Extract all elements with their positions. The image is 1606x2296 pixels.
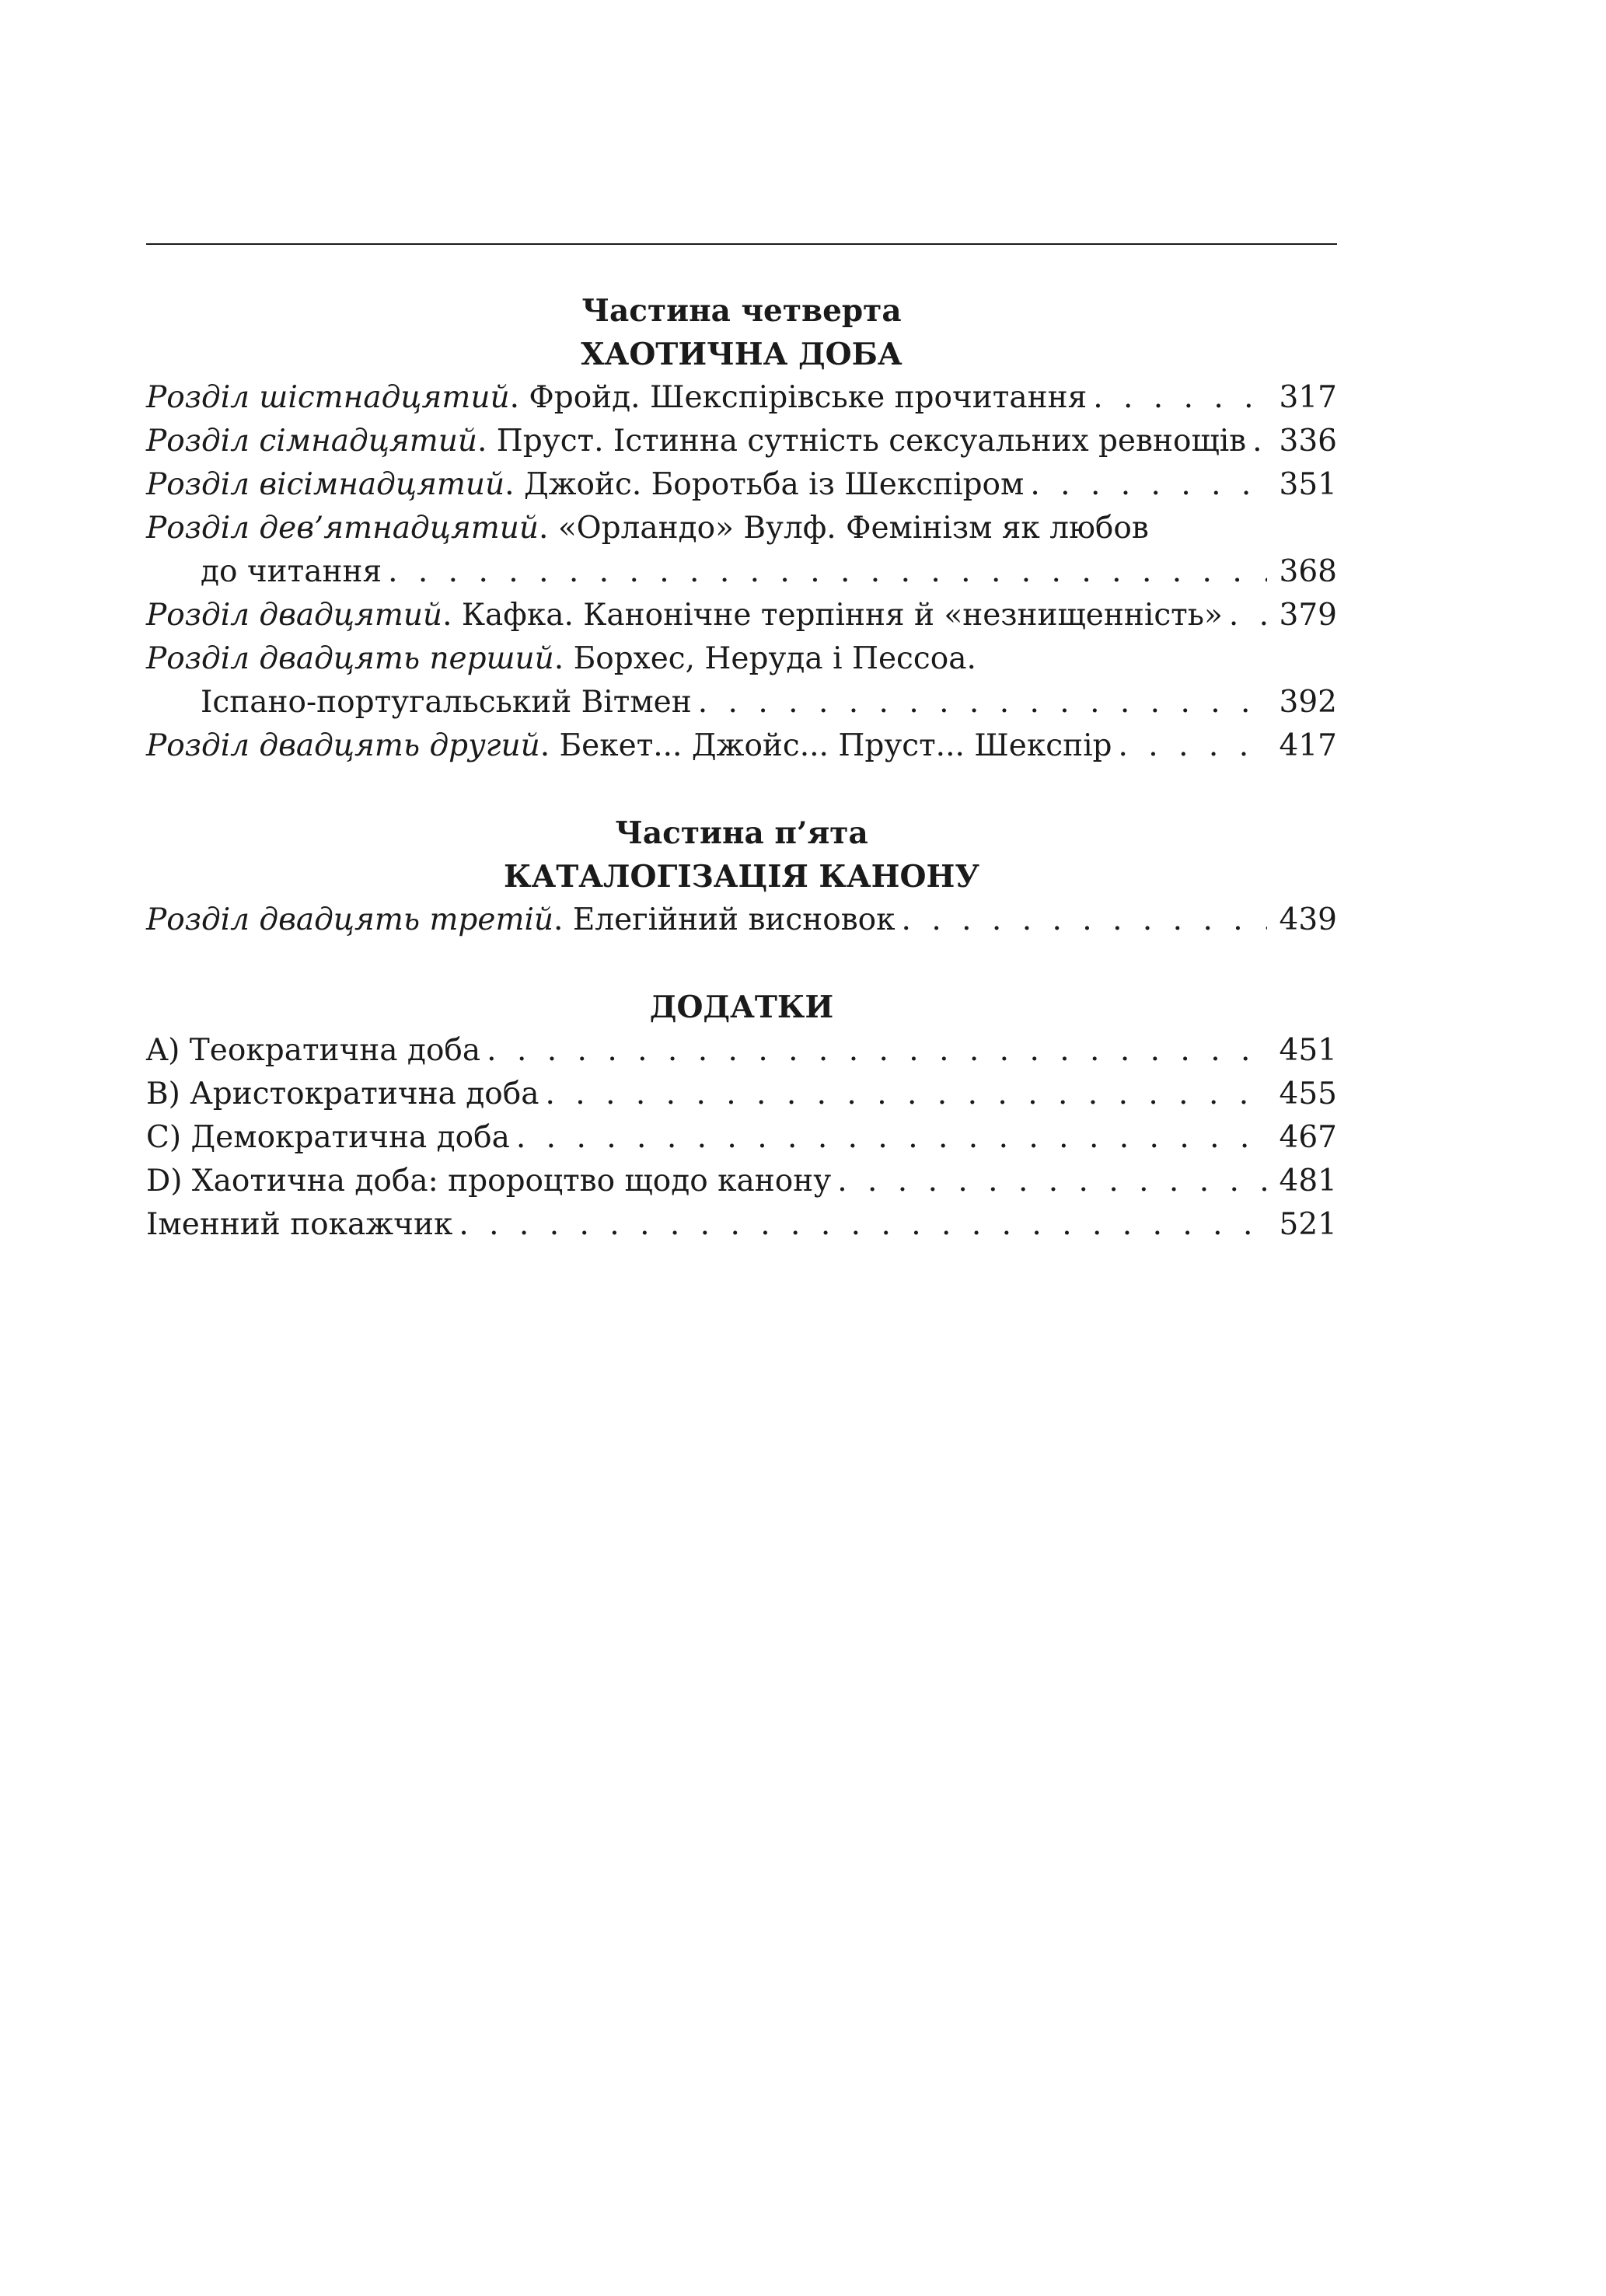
appendix-item-title: Іменний покажчик <box>146 1207 453 1242</box>
toc-entry <box>146 507 1337 594</box>
chapter-title-continued: до читання <box>201 554 382 589</box>
part-title: ХАОТИЧНА ДОБА <box>581 337 903 372</box>
toc-entry <box>146 1116 1337 1160</box>
chapter-label: Розділ двадцять другий <box>146 728 540 763</box>
table-of-contents <box>146 289 1337 1247</box>
dot-leader <box>516 1116 1267 1160</box>
appendix-title: ДОДАТКИ <box>649 989 834 1025</box>
dot-leader <box>487 1029 1267 1073</box>
toc-entry <box>146 594 1337 637</box>
toc-entry <box>146 1160 1337 1203</box>
header-rule <box>146 243 1337 245</box>
toc-entry <box>146 1029 1337 1073</box>
page-number: 467 <box>1279 1120 1337 1155</box>
dot-leader <box>545 1073 1267 1116</box>
page-number: 336 <box>1279 424 1337 459</box>
toc-entry <box>146 1073 1337 1116</box>
toc-entry <box>146 376 1337 420</box>
appendix-item-title: D) Хаотична доба: пророцтво щодо канону <box>146 1164 832 1199</box>
part-label: Частина четверта <box>581 293 902 329</box>
chapter-label: Розділ вісімнадцятий <box>146 467 505 502</box>
appendix-item-title: C) Демократична доба <box>146 1120 510 1155</box>
page-number: 379 <box>1279 598 1337 633</box>
dot-leader <box>459 1203 1267 1247</box>
chapter-label: Розділ двадцять перший <box>146 641 554 676</box>
page-number: 521 <box>1279 1207 1337 1242</box>
chapter-title: . Пруст. Істинна сутність сексуальних ревнощів <box>477 424 1247 459</box>
chapter-title: . Бекет... Джойс... Пруст... Шекспір <box>539 728 1112 763</box>
chapter-title: . Елегійний висновок <box>553 902 896 937</box>
dot-leader <box>902 899 1267 942</box>
dot-leader <box>1229 594 1267 637</box>
chapter-label: Розділ дев’ятнадцятий <box>146 511 539 546</box>
page-number: 439 <box>1279 902 1337 937</box>
chapter-title: . Фройд. Шекспірівське прочитання <box>509 380 1088 415</box>
chapter-label: Розділ сімнадцятий <box>146 424 477 459</box>
toc-entry <box>146 463 1337 507</box>
chapter-title: . «Орландо» Вулф. Фемінізм як любов <box>539 511 1149 546</box>
page-number: 392 <box>1279 685 1337 720</box>
chapter-title: . Кафка. Канонічне терпіння й «незнищенність» <box>442 598 1223 633</box>
page-number: 455 <box>1279 1076 1337 1111</box>
dot-leader <box>837 1160 1267 1203</box>
part-four <box>146 289 1337 768</box>
toc-entry <box>146 637 1337 724</box>
part-five <box>146 811 1337 942</box>
chapter-label: Розділ двадцятий <box>146 598 443 633</box>
chapter-title: . Джойс. Боротьба із Шекспіром <box>504 467 1025 502</box>
toc-entry <box>146 724 1337 768</box>
dot-leader <box>698 681 1267 724</box>
page-number: 451 <box>1279 1033 1337 1068</box>
dot-leader <box>1030 463 1267 507</box>
page-number: 317 <box>1279 380 1337 415</box>
page-number: 417 <box>1279 728 1337 763</box>
chapter-label: Розділ двадцять третій <box>146 902 554 937</box>
page-number: 481 <box>1279 1164 1337 1199</box>
toc-entry <box>146 420 1337 463</box>
appendices <box>146 986 1337 1247</box>
toc-entry <box>146 1203 1337 1247</box>
chapter-label: Розділ шістнадцятий <box>146 380 510 415</box>
toc-entry <box>146 899 1337 942</box>
chapter-title: . Борхес, Неруда і Пессоа. <box>553 641 976 676</box>
part-label: Частина п’ята <box>615 815 868 851</box>
appendix-item-title: B) Аристократична доба <box>146 1076 539 1111</box>
page-number: 368 <box>1279 554 1337 589</box>
dot-leader <box>1119 724 1267 768</box>
page-number: 351 <box>1279 467 1337 502</box>
dot-leader <box>388 550 1267 594</box>
part-title: КАТАЛОГІЗАЦІЯ КАНОНУ <box>503 859 979 895</box>
appendix-item-title: A) Теократична доба <box>146 1033 481 1068</box>
dot-leader <box>1093 376 1267 420</box>
dot-leader <box>1252 420 1267 463</box>
chapter-title-continued: Іспано-португальський Вітмен <box>201 685 692 720</box>
